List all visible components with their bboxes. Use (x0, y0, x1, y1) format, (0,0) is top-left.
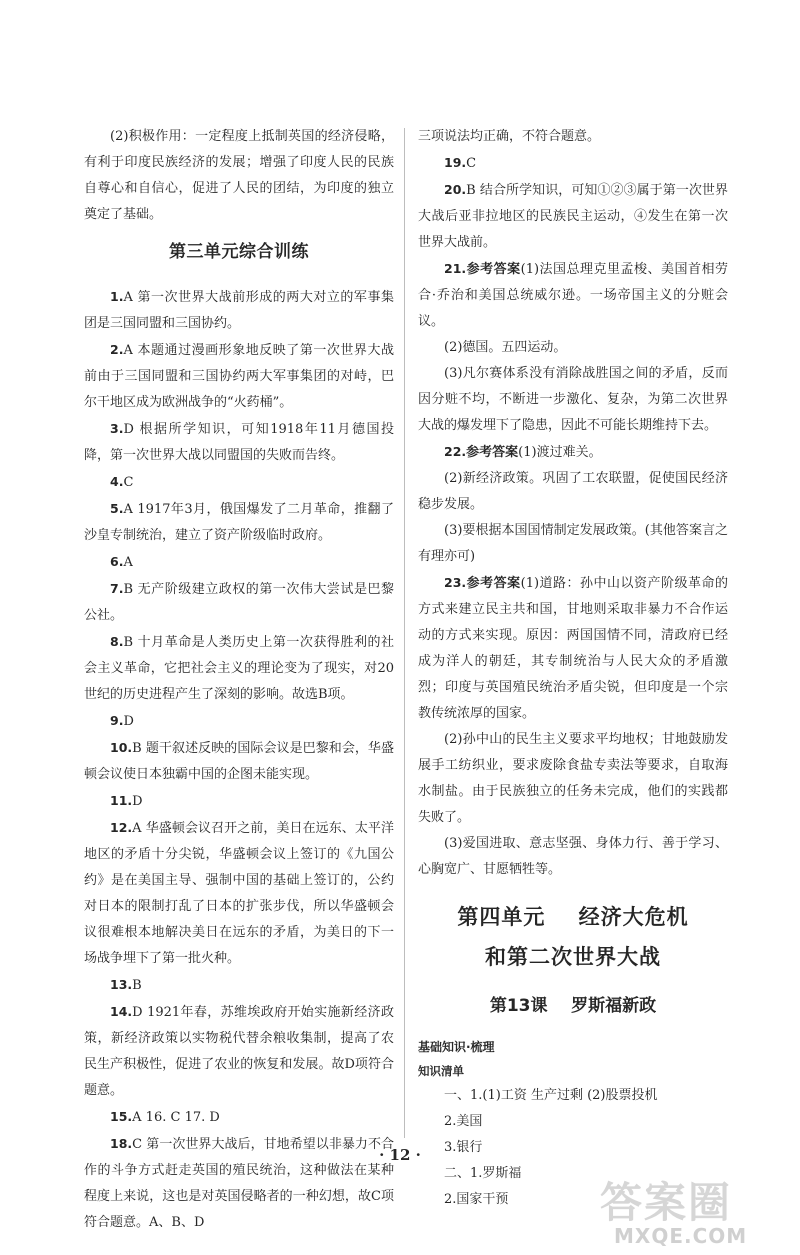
answer-item (84, 284, 394, 337)
answer-item (418, 256, 728, 335)
answer-text: D (132, 794, 143, 809)
answer-item (84, 337, 394, 416)
basic-knowledge-heading: 基础知识·梳理 (418, 1040, 495, 1054)
answer-text: A 第一次世界大战前形成的两大对立的军事集团是三国同盟和三国协约。 (84, 290, 394, 331)
right-column (418, 124, 728, 1213)
answer-item (84, 815, 394, 972)
answer-number: 8. (110, 634, 124, 649)
answer-item (84, 708, 394, 735)
answer-item (84, 496, 394, 549)
answer-subpart: (3)爱国进取、意志坚强、身体力行、善于学习、心胸宽广、甘愿牺牲等。 (418, 836, 728, 877)
answer-item (84, 999, 394, 1104)
reference-answer-label: 参考答案 (466, 576, 521, 591)
intro-paragraph: (2)积极作用：一定程度上抵制英国的经济侵略，有利于印度民族经济的发展；增强了印度人民的民族自尊心和自信心，促进了人民的团结，为印度的独立奠定了基础。 (84, 129, 394, 222)
answer-subpart: (3)要根据本国国情制定发展政策。(其他答案言之有理亦可) (418, 523, 728, 564)
answer-text: A (123, 555, 133, 570)
answer-number: 15. (110, 1109, 133, 1124)
answer-text: D 根据所学知识，可知1918年11月德国投降，第一次世界大战以同盟国的失败而告终。 (84, 422, 394, 463)
answer-text: D 1921年春，苏维埃政府开始实施新经济政策，新经济政策以实物税代替余粮收集制，提高了农民生产积极性，促进了农业的恢复和发展。故D项符合题意。 (84, 1005, 394, 1098)
answer-item (418, 439, 728, 466)
answer-item (84, 735, 394, 788)
answer-text: A 华盛顿会议召开之前，美日在远东、太平洋地区的矛盾十分尖锐，华盛顿会议上签订的《九国公约》是在美国主导、强制中国的基础上签订的，公约对日本的限制打乱了日本的扩张步伐，所以华盛顿会议很难根本地解决美日在远东的矛盾，为美日的下一场战争埋下了第一批火种。 (84, 821, 394, 966)
knowledge-list-item: 一、1.(1)工资 生产过剩 (2)股票投机 (444, 1088, 658, 1103)
answer-number: 23. (444, 575, 467, 590)
answer-text: (1)道路：孙中山以资产阶级革命的方式来建立民主共和国，甘地则采取非暴力不合作运动的方式来实现。原因：两国国情不同，清政府已经成为洋人的朝廷，其专制统治与人民大众的矛盾激烈；印度与英国殖民统治矛盾尖锐，但印度是一个宗教传统浓厚的国家。 (418, 576, 728, 721)
answer-text: D (123, 714, 134, 729)
knowledge-list-heading: 知识清单 (418, 1064, 464, 1078)
answer-text: B 题干叙述反映的国际会议是巴黎和会，华盛顿会议使日本独霸中国的企图未能实现。 (84, 741, 394, 782)
answer-text: B 结合所学知识，可知①②③属于第一次世界大战后亚非拉地区的民族民主运动，④发生在第一次世界大战前。 (418, 183, 728, 250)
answer-subpart: (2)孙中山的民生主义要求平均地权；甘地鼓励发展手工纺织业，要求废除食盐专卖法等要求，自取海水制盐。由于民族独立的任务未完成，他们的实践都失败了。 (418, 732, 728, 825)
knowledge-list-item: 3.银行 (444, 1140, 483, 1155)
answer-text: (1)法国总理克里孟梭、美国首相劳合·乔治和美国总统威尔逊。一场帝国主义的分赃会议。 (418, 262, 728, 329)
answer-text: A 本题通过漫画形象地反映了第一次世界大战前由于三国同盟和三国协约两大军事集团的对峙，巴尔干地区成为欧洲战争的“火药桶”。 (84, 343, 394, 410)
watermark-url: MXQE.COM (614, 1224, 748, 1248)
answer-text: B 十月革命是人类历史上第一次获得胜利的社会主义革命，它把社会主义的理论变为了现实，对20世纪的历史进程产生了深刻的影响。故选B项。 (84, 635, 394, 702)
answer-number: 12. (110, 820, 133, 835)
answer-item (84, 416, 394, 469)
column-divider (404, 128, 405, 1138)
answer-number: 22. (444, 444, 467, 459)
answer-item (418, 177, 728, 256)
answer-number: 21. (444, 261, 467, 276)
answer-item (418, 150, 728, 177)
answer-item (84, 1104, 394, 1131)
answer-item (84, 469, 394, 496)
answer-number: 9. (110, 713, 124, 728)
answer-text: B (132, 978, 142, 993)
answer-subpart: (2)新经济政策。巩固了工农联盟，促使国民经济稳步发展。 (418, 471, 728, 512)
answer-item (84, 972, 394, 999)
answer-item (84, 788, 394, 815)
answer-number: 18. (110, 1136, 133, 1151)
answer-item (418, 570, 728, 727)
answer-text: C (466, 156, 477, 171)
answer-item (84, 549, 394, 576)
answer-subpart: (2)德国。五四运动。 (444, 340, 567, 355)
unit-subtitle: 和第二次世界大战 (485, 945, 661, 969)
left-column (84, 124, 394, 1236)
answer-number: 14. (110, 1004, 133, 1019)
lesson-title: 第13课 罗斯福新政 (489, 996, 657, 1016)
answer-number: 5. (110, 501, 124, 516)
knowledge-list-item: 2.国家干预 (444, 1192, 509, 1207)
page-number: · 12 · (379, 1146, 421, 1164)
answer-number: 10. (110, 740, 133, 755)
reference-answer-label: 参考答案 (466, 262, 521, 277)
answer-text: (1)渡过难关。 (518, 445, 602, 460)
answer-item (84, 629, 394, 708)
answer-number: 6. (110, 554, 124, 569)
unit-title: 第四单元 经济大危机 (457, 905, 689, 929)
answer-18-continued: 三项说法均正确，不符合题意。 (418, 129, 601, 144)
answer-number: 19. (444, 155, 467, 170)
answer-number: 11. (110, 793, 133, 808)
reference-answer-label: 参考答案 (466, 445, 519, 460)
answer-number: 1. (110, 289, 124, 304)
answer-text: C (123, 475, 134, 490)
answer-text: B 无产阶级建立政权的第一次伟大尝试是巴黎公社。 (84, 582, 394, 623)
answer-number: 2. (110, 342, 124, 357)
answer-text: A 16. C 17. D (132, 1110, 220, 1125)
watermark-logo (600, 1170, 790, 1250)
answer-number: 13. (110, 977, 133, 992)
watermark-chars: 答案圈 (600, 1178, 733, 1227)
section-title: 第三单元综合训练 (169, 242, 309, 262)
answer-number: 7. (110, 581, 124, 596)
knowledge-list-item: 二、1.罗斯福 (444, 1166, 522, 1181)
answer-text: A 1917年3月，俄国爆发了二月革命，推翻了沙皇专制统治，建立了资产阶级临时政府。 (84, 502, 394, 543)
answer-item (84, 576, 394, 629)
knowledge-list-item: 2.美国 (444, 1114, 483, 1129)
answer-number: 20. (444, 182, 467, 197)
answer-subpart: (3)凡尔赛体系没有消除战胜国之间的矛盾，反而因分赃不均，不断进一步激化、复杂，为第二次世界大战的爆发埋下了隐患，因此不可能长期维持下去。 (418, 366, 728, 433)
answer-number: 3. (110, 421, 124, 436)
answer-list-left (84, 284, 394, 1236)
answer-text: C 第一次世界大战后，甘地希望以非暴力不合作的斗争方式赶走英国的殖民统治，这种做法在某种程度上来说，这也是对英国侵略者的一种幻想，故C项符合题意。A、B、D (84, 1137, 394, 1230)
answer-number: 4. (110, 474, 124, 489)
